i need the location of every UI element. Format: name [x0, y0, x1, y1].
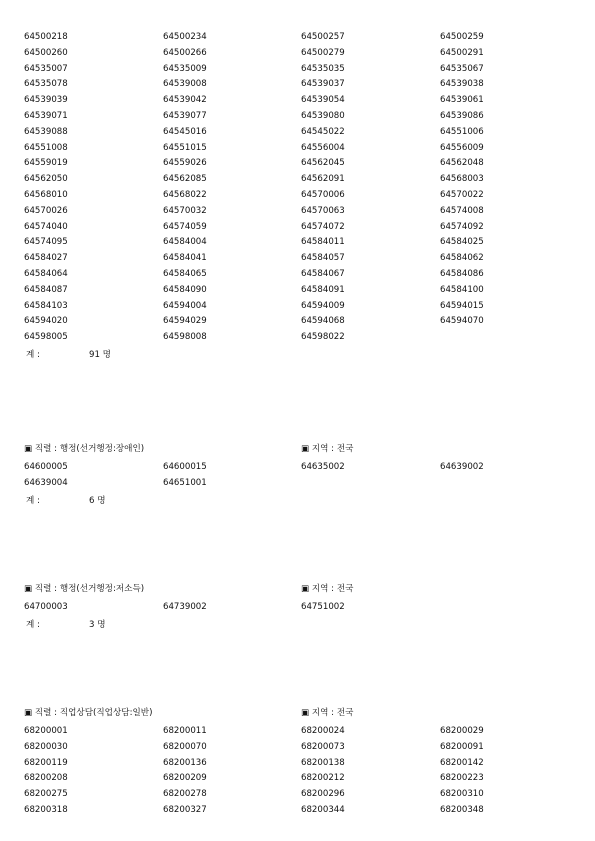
section-header: [0, 706, 595, 726]
exam-number: 64594004: [163, 300, 207, 311]
exam-number: 64639004: [24, 477, 68, 488]
exam-number: 64584057: [301, 253, 345, 264]
exam-number: 68200212: [301, 773, 345, 784]
table-row: [0, 253, 595, 269]
table-row: [0, 158, 595, 174]
exam-number: 64570006: [301, 189, 345, 200]
exam-number: 64574072: [301, 221, 345, 232]
exam-number: 64559026: [163, 158, 207, 169]
table-row: [0, 773, 595, 789]
exam-number: 68200091: [440, 741, 484, 752]
exam-number: 64574092: [440, 221, 484, 232]
table-row: [0, 602, 595, 618]
exam-number: 64584064: [24, 268, 68, 279]
exam-number: 64556009: [440, 142, 484, 153]
exam-number: 64598022: [301, 332, 345, 343]
region-label: ▣ 지역 : 전국: [301, 444, 354, 454]
exam-number: 64539080: [301, 110, 345, 121]
region-label: ▣ 지역 : 전국: [301, 708, 354, 718]
exam-number: 64651001: [163, 477, 207, 488]
table-row: [0, 742, 595, 758]
exam-number: 64700003: [24, 602, 68, 612]
exam-number: 64500234: [163, 32, 207, 42]
exam-number: 64545016: [163, 126, 207, 137]
exam-number: 64584087: [24, 284, 68, 295]
exam-number: 64500266: [163, 47, 207, 58]
table-row: [0, 79, 595, 95]
exam-number: 64739002: [163, 602, 207, 612]
exam-number: 68200001: [24, 726, 68, 736]
number-grid: [0, 462, 595, 494]
table-row: [0, 64, 595, 80]
exam-number: 68200029: [440, 726, 484, 736]
exam-number: 64539042: [163, 95, 207, 106]
exam-number: 64584090: [163, 284, 207, 295]
exam-number: 64600005: [24, 462, 68, 472]
exam-number: 64535035: [301, 63, 345, 74]
exam-number: 64584091: [301, 284, 345, 295]
exam-number: 64594009: [301, 300, 345, 311]
exam-number: 64535067: [440, 63, 484, 74]
exam-number: 68200024: [301, 726, 345, 736]
exam-number: 64539037: [301, 79, 345, 90]
exam-number: 64574095: [24, 237, 68, 248]
exam-number: 68200209: [163, 773, 207, 784]
table-row: [0, 127, 595, 143]
exam-number: 64584025: [440, 237, 484, 248]
exam-number: 64600015: [163, 462, 207, 472]
exam-number: 64584067: [301, 268, 345, 279]
table-row: [0, 758, 595, 774]
exam-number: 64562050: [24, 174, 68, 185]
exam-number-section-2: [0, 442, 595, 509]
section-total: [0, 348, 595, 364]
exam-number: 64598005: [24, 332, 68, 343]
exam-number: 64584103: [24, 300, 68, 311]
table-row: [0, 285, 595, 301]
exam-number: 64584004: [163, 237, 207, 248]
exam-number: 68200296: [301, 789, 345, 800]
exam-number-section-4: [0, 706, 595, 821]
exam-number: 68200011: [163, 726, 207, 736]
exam-number: 64570026: [24, 205, 68, 216]
total-count: 6 명: [89, 495, 106, 506]
number-grid: [0, 32, 595, 348]
total-label: 계 :: [26, 349, 40, 360]
exam-number: 64568003: [440, 174, 484, 185]
exam-number: 64539039: [24, 95, 68, 106]
exam-number: 64574040: [24, 221, 68, 232]
table-row: [0, 478, 595, 494]
exam-number: 64639002: [440, 462, 484, 472]
table-row: [0, 190, 595, 206]
total-count: 91 명: [89, 349, 111, 360]
table-row: [0, 726, 595, 742]
exam-number: 64562045: [301, 158, 345, 169]
section-header: [0, 442, 595, 462]
table-row: [0, 332, 595, 348]
exam-number: 68200327: [163, 804, 207, 815]
total-count: 3 명: [89, 619, 106, 630]
exam-number: 68200030: [24, 741, 68, 752]
exam-number: 64545022: [301, 126, 345, 137]
region-label: ▣ 지역 : 전국: [301, 584, 354, 594]
exam-number: 68200348: [440, 804, 484, 815]
exam-number: 64574008: [440, 205, 484, 216]
exam-number: 64551015: [163, 142, 207, 153]
table-row: [0, 222, 595, 238]
exam-number: 64570032: [163, 205, 207, 216]
exam-number: 68200208: [24, 773, 68, 784]
exam-number: 64584065: [163, 268, 207, 279]
exam-number: 64551008: [24, 142, 68, 153]
section-total: [0, 494, 595, 510]
table-row: [0, 95, 595, 111]
total-label: 계 :: [26, 495, 40, 506]
section-total: [0, 618, 595, 634]
exam-number: 68200136: [163, 757, 207, 768]
exam-number: 68200275: [24, 789, 68, 800]
exam-number: 64568022: [163, 189, 207, 200]
table-row: [0, 143, 595, 159]
exam-number: 68200142: [440, 757, 484, 768]
exam-number: 64562091: [301, 174, 345, 185]
exam-number: 64574059: [163, 221, 207, 232]
exam-number: 64539088: [24, 126, 68, 137]
number-grid: [0, 602, 595, 618]
table-row: [0, 805, 595, 821]
exam-number: 64539008: [163, 79, 207, 90]
exam-number: 64584027: [24, 253, 68, 264]
table-row: [0, 462, 595, 478]
exam-number: 64584041: [163, 253, 207, 264]
exam-number: 64500291: [440, 47, 484, 58]
exam-number: 64584011: [301, 237, 345, 248]
exam-number: 64535007: [24, 63, 68, 74]
exam-number: 68200119: [24, 757, 68, 768]
table-row: [0, 206, 595, 222]
job-series-label: ▣ 직렬 : 행정(선거행정:저소득): [24, 584, 145, 594]
exam-number: 68200310: [440, 789, 484, 800]
exam-number: 64500260: [24, 47, 68, 58]
exam-number: 64500279: [301, 47, 345, 58]
job-series-label: ▣ 직렬 : 행정(선거행정:장애인): [24, 444, 145, 454]
exam-number-section-3: [0, 582, 595, 634]
exam-number: 64500259: [440, 32, 484, 42]
exam-number: 64500257: [301, 32, 345, 42]
section-header: [0, 582, 595, 602]
exam-number: 68200278: [163, 789, 207, 800]
exam-number: 64635002: [301, 462, 345, 472]
exam-number: 64594070: [440, 316, 484, 327]
exam-number: 64568010: [24, 189, 68, 200]
exam-number: 64570022: [440, 189, 484, 200]
exam-number: 64539061: [440, 95, 484, 106]
exam-number: 64598008: [163, 332, 207, 343]
number-grid: [0, 726, 595, 821]
exam-number: 64539038: [440, 79, 484, 90]
exam-number-section-1: [0, 32, 595, 364]
exam-number: 64539086: [440, 110, 484, 121]
exam-number: 64594015: [440, 300, 484, 311]
exam-number: 68200070: [163, 741, 207, 752]
table-row: [0, 269, 595, 285]
exam-number: 64559019: [24, 158, 68, 169]
table-row: [0, 32, 595, 48]
exam-number: 64535078: [24, 79, 68, 90]
exam-number: 64500218: [24, 32, 68, 42]
exam-number: 64594020: [24, 316, 68, 327]
table-row: [0, 301, 595, 317]
exam-number: 64594068: [301, 316, 345, 327]
exam-number: 64562085: [163, 174, 207, 185]
table-row: [0, 237, 595, 253]
exam-number: 64584100: [440, 284, 484, 295]
exam-number: 64594029: [163, 316, 207, 327]
exam-number: 64539077: [163, 110, 207, 121]
exam-number: 68200318: [24, 804, 68, 815]
table-row: [0, 174, 595, 190]
exam-number: 64570063: [301, 205, 345, 216]
table-row: [0, 316, 595, 332]
total-label: 계 :: [26, 619, 40, 630]
job-series-label: ▣ 직렬 : 직업상담(직업상담:일반): [24, 708, 153, 718]
exam-number: 64539054: [301, 95, 345, 106]
exam-number: 68200073: [301, 741, 345, 752]
exam-number: 64584062: [440, 253, 484, 264]
exam-number: 64751002: [301, 602, 345, 612]
exam-number: 64551006: [440, 126, 484, 137]
table-row: [0, 48, 595, 64]
table-row: [0, 789, 595, 805]
exam-number: 64556004: [301, 142, 345, 153]
exam-number: 64535009: [163, 63, 207, 74]
table-row: [0, 111, 595, 127]
exam-number: 64562048: [440, 158, 484, 169]
exam-number: 64584086: [440, 268, 484, 279]
exam-number: 68200223: [440, 773, 484, 784]
exam-number: 68200344: [301, 804, 345, 815]
exam-number: 64539071: [24, 110, 68, 121]
exam-number: 68200138: [301, 757, 345, 768]
